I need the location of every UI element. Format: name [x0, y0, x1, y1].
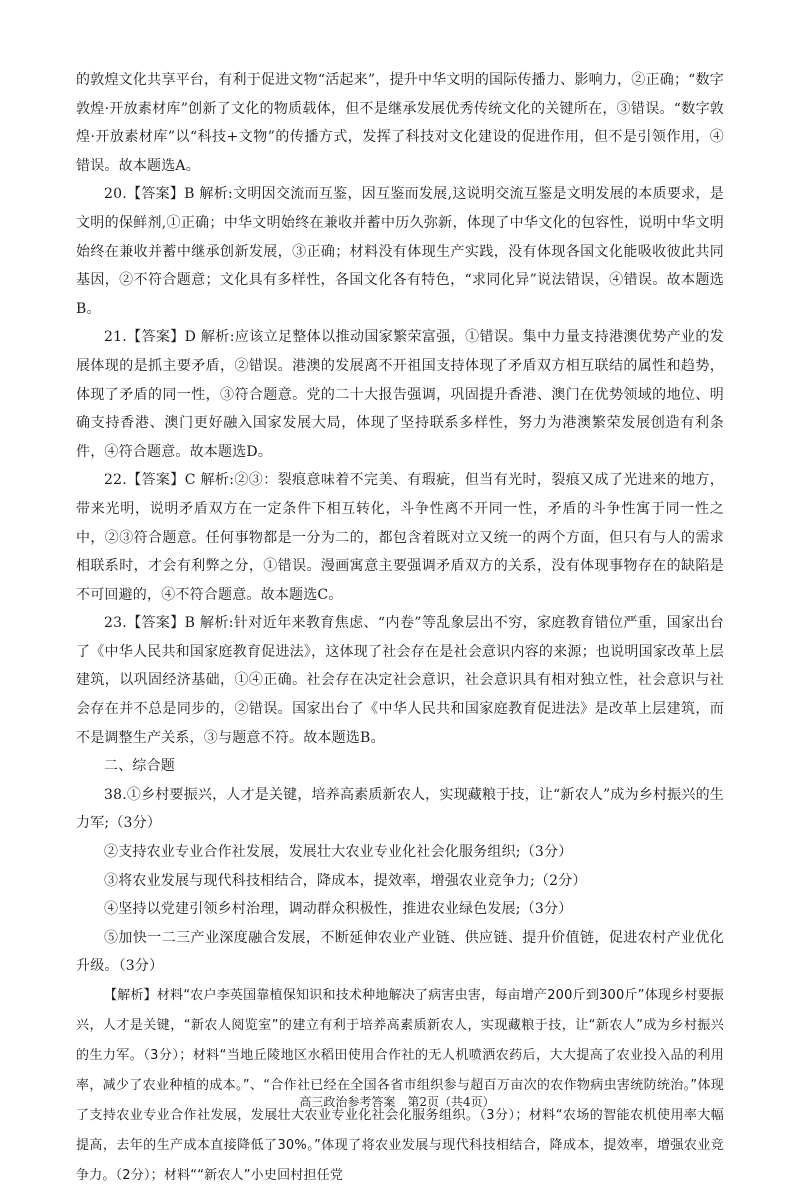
answer-38-analysis: 【解析】材料“农户李英国靠植保知识和技术种地解决了病害虫害，每亩增产200斤到300斤”体现乡村要振兴，人才是关键，“新农人阅览室”的建立有利于培养高素质新农人，实现藏粮于技，让“新农人”成为乡村振兴的生力军。（3分）；材料“当地丘陵地区水稻田使用合作社的无人机喷洒农药后，大大提高了农业投入品的利用率，减少了农业种植的成本。”、“合作社已经在全国各省市组织参与超百万亩次的农作物病虫害统防统治。”体现了支持农业专业合作社发展，发展壮大农业专业化社会化服务组织。（3分）；材料“农场的智能农机使用率大幅提高，去年的生产成本直接降低了30%。”体现了将农业发展与现代科技相结合，降成本，提效率，增强农业竞争力。（2分）；材料““新农人”小史回村担任党 [76, 988, 724, 1183]
answer-23: 23.【答案】B 解析:针对近年来教育焦虑、“内卷”等乱象层出不穷，家庭教育错位严重，国家出台了《中华人民共和国家庭教育促进法》，这体现了社会存在是社会意识内容的来源；也说明国家改革上层建筑，以巩固经济基础，①④正确。社会存在决定社会意识，社会意识具有相对独立性，社会意识与社会存在并不总是同步的，②错误。国家出台了《中华人民共和国家庭教育促进法》是改革上层建筑，而不是调整生产关系，③与题意不符。故本题选B。 [76, 615, 724, 746]
answer-20: 20.【答案】B 解析:文明因交流而互鉴，因互鉴而发展,这说明交流互鉴是文明发展的本质要求，是文明的保鲜剂,①正确；中华文明始终在兼收并蓄中历久弥新，体现了中华文化的包容性，说明中华文明始终在兼收并蓄中继承创新发展，③正确；材料没有体现生产实践，没有体现各国文化能吸收彼此共同基因，②不符合题意；文化具有多样性，各国文化各有特色，“求同化异”说法错误，④错误。故本题选B。 [76, 186, 724, 317]
answer-38-point-3: ③将农业发展与现代科技相结合，降成本，提效率，增强农业竞争力;（2分） [104, 872, 587, 889]
answer-38-point-2: ②支持农业专业合作社发展，发展壮大农业专业化社会化服务组织;（3分） [104, 844, 573, 861]
answer-21: 21.【答案】D 解析:应该立足整体以推动国家繁荣富强，①错误。集中力量支持港澳优势产业的发展体现的是抓主要矛盾，②错误。港澳的发展离不开祖国支持体现了矛盾双方相互联结的属性和趋势，体现了矛盾的同一性，③符合题意。党的二十大报告强调，巩固提升香港、澳门在优势领域的地位、明确支持香港、澳门更好融入国家发展大局，体现了坚持联系多样性，努力为港澳繁荣发展创造有利条件，④符合题意。故本题选D。 [76, 329, 724, 460]
answer-sheet-page [76, 66, 724, 1191]
page-footer: 高三政治参考答案 第2页（共4页） [299, 1095, 495, 1109]
answer-38-point-1: 38.①乡村要振兴，人才是关键，培养高素质新农人，实现藏粮于技，让“新农人”成为乡村振兴的生力军;（3分） [76, 786, 724, 832]
answer-38-point-4: ④坚持以党建引领乡村治理，调动群众积极性，推进农业绿色发展;（3分） [104, 901, 573, 918]
answer-22: 22.【答案】C 解析:②③：裂痕意味着不完美、有瑕疵，但当有光时，裂痕又成了光进来的地方，带来光明，说明矛盾双方在一定条件下相互转化，斗争性离不开同一性，矛盾的斗争性寓于同一性之中，②③符合题意。任何事物都是一分为二的，都包含着既对立又统一的两个方面，但只有与人的需求相联系时，才会有利弊之分，①错误。漫画寓意主要强调矛盾双方的关系，没有体现事物存在的缺陷是不可回避的，④不符合题意。故本题选C。 [76, 472, 724, 603]
paragraph-continued: 的敦煌文化共享平台，有利于促进文物“活起来”，提升中华文明的国际传播力、影响力，②正确；“数字敦煌·开放素材库”创新了文化的物质载体，但不是继承发展优秀传统文化的关键所在，③错误。“数字敦煌·开放素材库”以“科技+文物”的传播方式，发挥了科技对文化建设的促进作用，但不是引领作用，④错误。故本题选A。 [76, 72, 724, 174]
answer-38-point-5: ⑤加快一二三产业深度融合发展，不断延伸农业产业链、供应链、提升价值链，促进农村产业优化升级。（3分） [76, 929, 724, 975]
section-heading: 二、综合题 [104, 758, 175, 775]
